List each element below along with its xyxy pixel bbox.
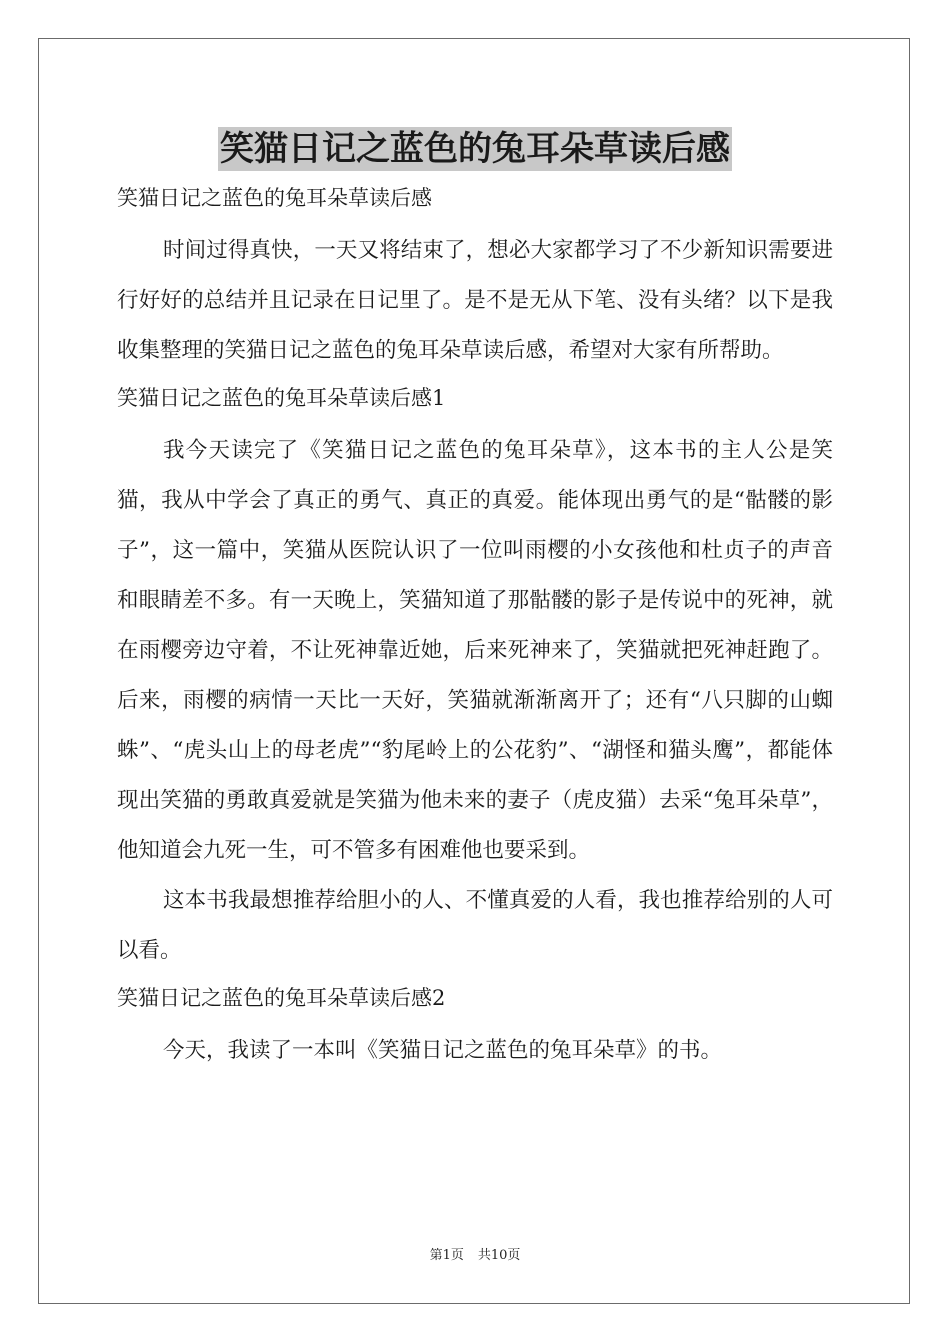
page-number: 第1页 [429, 1248, 464, 1263]
page-total: 共10页 [477, 1248, 521, 1263]
title-container [0, 127, 950, 171]
section-heading-1: 笑猫日记之蓝色的兔耳朵草读后感1 [117, 386, 446, 410]
document-subtitle: 笑猫日记之蓝色的兔耳朵草读后感 [117, 186, 432, 210]
section-heading-2: 笑猫日记之蓝色的兔耳朵草读后感2 [117, 986, 446, 1010]
section-1-paragraph-2: 这本书我最想推荐给胆小的人、不懂真爱的人看，我也推荐给别的人可以看。 [117, 888, 833, 963]
page-footer [0, 1247, 950, 1265]
section-2-paragraph-1: 今天，我读了一本叫《笑猫日记之蓝色的兔耳朵草》的书。 [163, 1038, 723, 1063]
document-title: 笑猫日记之蓝色的兔耳朵草读后感 [220, 129, 730, 169]
document-body [117, 180, 833, 1076]
intro-paragraph: 时间过得真快，一天又将结束了，想必大家都学习了不少新知识需要进行好好的总结并且记录在日记里了。是不是无从下笔、没有头绪？以下是我收集整理的笑猫日记之蓝色的兔耳朵草读后感，希望对大家有所帮助。 [117, 238, 833, 363]
section-1-paragraph-1: 我今天读完了《笑猫日记之蓝色的兔耳朵草》，这本书的主人公是笑猫，我从中学会了真正的勇气、真正的真爱。能体现出勇气的是“骷髅的影子”，这一篇中，笑猫从医院认识了一位叫雨樱的小女孩他和杜贞子的声音和眼睛差不多。有一天晚上，笑猫知道了那骷髅的影子是传说中的死神，就在雨樱旁边守着，不让死神靠近她，后来死神来了，笑猫就把死神赶跑了。后来，雨樱的病情一天比一天好，笑猫就渐渐离开了；还有“八只脚的山蜘蛛”、“虎头山上的母老虎”“豹尾岭上的公花豹”、“湖怪和猫头鹰”，都能体现出笑猫的勇敢真爱就是笑猫为他未来的妻子（虎皮猫）去采“兔耳朵草”，他知道会九死一生，可不管多有困难他也要采到。 [117, 438, 833, 863]
